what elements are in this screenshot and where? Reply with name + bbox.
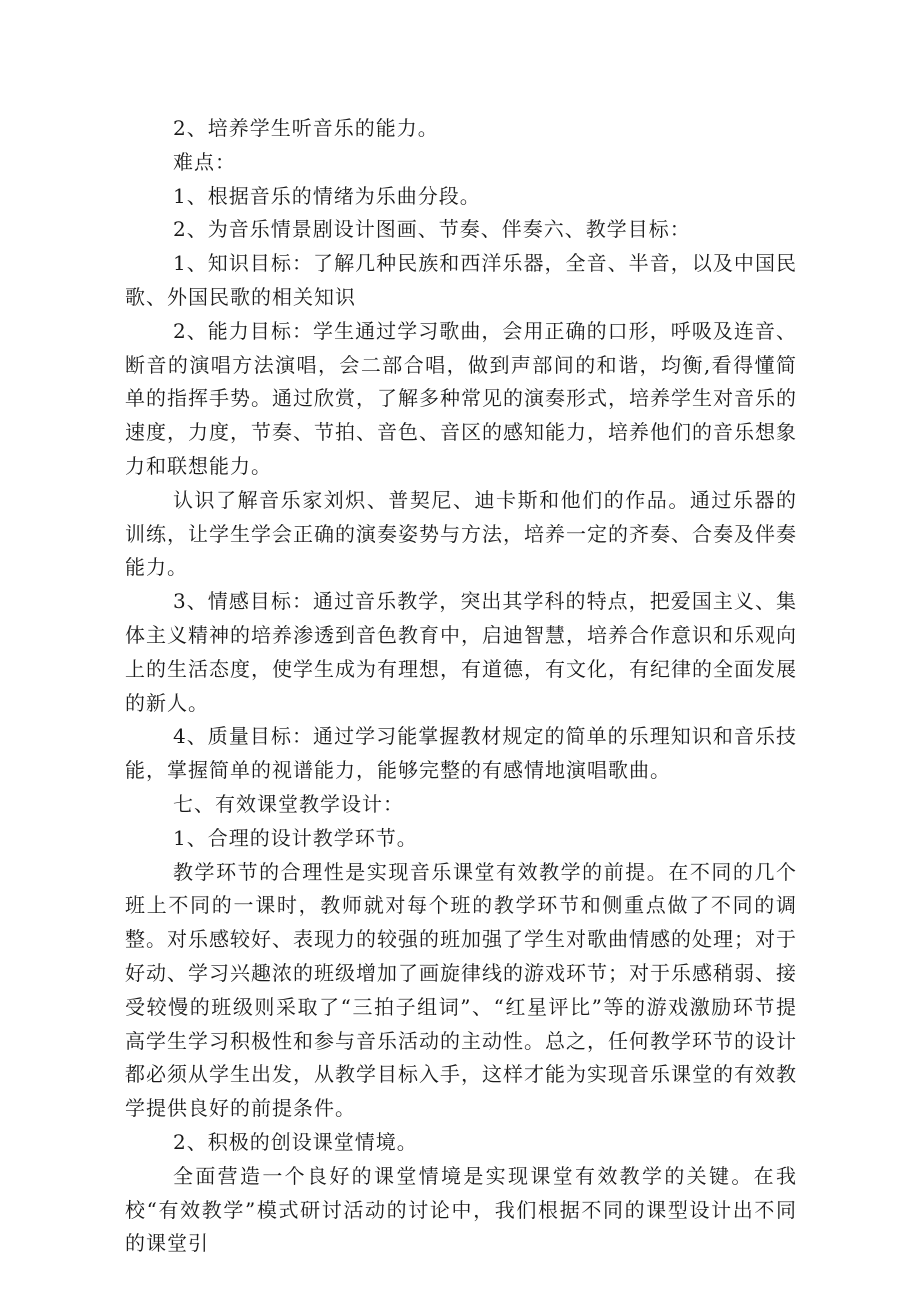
paragraph-classroom-scene: 全面营造一个良好的课堂情境是实现课堂有效教学的关键。在我校“有效教学”模式研讨活动的讨论中，我们根据不同的课型设计出不同的课堂引 — [125, 1163, 797, 1256]
section-heading-effective-design: 七、有效课堂教学设计： — [173, 791, 404, 816]
paragraph-emotion-goal: 3、情感目标：通过音乐教学，突出其学科的特点，把爱国主义、集体主义精神的培养渗透到音色教育中，启迪智慧，培养合作意识和乐观向上的生活态度，使学生成为有理想，有道德，有文化，有纪律的全面发展的新人。 — [125, 589, 797, 715]
paragraph-ability-goal: 2、能力目标：学生通过学习歌曲，会用正确的口形，呼吸及连音、断音的演唱方法演唱，会二部合唱，做到声部间的和谐，均衡,看得懂简单的指挥手势。通过欣赏，了解多种常见的演奏形式，培养学生对音乐的速度，力度，节奏、节拍、音色、音区的感知能力，培养他们的音乐想象力和联想能力。 — [125, 318, 797, 478]
subheading-teaching-steps: 1、合理的设计教学环节。 — [173, 825, 418, 850]
subheading-classroom-scene: 2、积极的创设课堂情境。 — [173, 1129, 418, 1154]
paragraph-item-2-listening-ability: 2、培养学生听音乐的能力。 — [173, 116, 439, 140]
paragraph-difficulties-heading: 难点： — [173, 149, 236, 174]
paragraph-knowledge-goal: 1、知识目标：了解几种民族和西洋乐器，全音、半音，以及中国民歌、外国民歌的相关知识 — [125, 251, 797, 309]
paragraph-item-1-segmenting: 1、根据音乐的情绪为乐曲分段。 — [173, 183, 481, 208]
paragraph-teaching-steps: 教学环节的合理性是实现音乐课堂有效教学的前提。在不同的几个班上不同的一课时，教师就对每个班的教学环节和侧重点做了不同的调整。对乐感较好、表现力的较强的班加强了学生对歌曲情感的处理；对于好动、学习兴趣浓的班级增加了画旋律线的游戏环节；对于乐感稍弱、接受较慢的班级则采取了“三拍子组词”、“红星评比”等的游戏激励环节提高学生学习积极性和参与音乐活动的主动性。总之，任何教学环节的设计都必须从学生出发，从教学目标入手，这样才能为实现音乐课堂的有效教学提供良好的前提条件。 — [125, 859, 797, 1121]
paragraph-item-2-scene-design: 2、为音乐情景剧设计图画、节奏、伴奏六、教学目标： — [173, 217, 691, 242]
paragraph-musicians: 认识了解音乐家刘炽、普契尼、迪卡斯和他们的作品。通过乐器的训练，让学生学会正确的演奏姿势与方法，培养一定的齐奏、合奏及伴奏能力。 — [125, 487, 797, 580]
paragraph-quality-goal: 4、质量目标：通过学习能掌握教材规定的简单的乐理知识和音乐技能，掌握简单的视谱能力，能够完整的有感情地演唱歌曲。 — [125, 724, 797, 783]
document-body — [125, 112, 797, 1261]
